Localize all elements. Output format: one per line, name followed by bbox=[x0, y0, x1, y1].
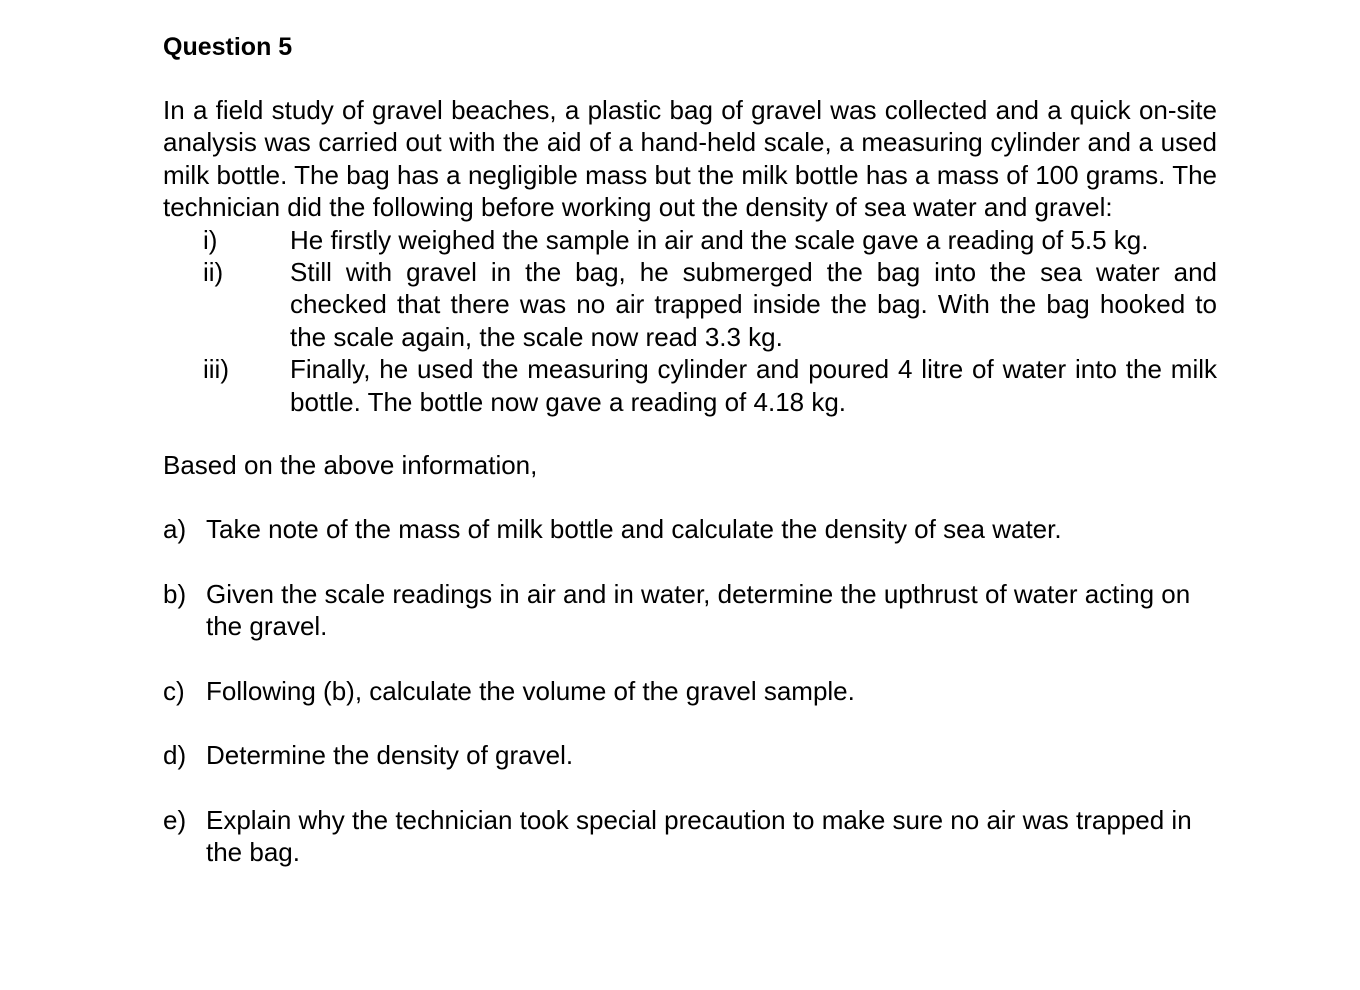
question-part-a bbox=[163, 513, 1217, 545]
question-part-c bbox=[163, 675, 1217, 707]
part-letter: e) bbox=[163, 804, 187, 835]
part-letter: c) bbox=[163, 675, 185, 706]
step-number: iii) bbox=[203, 354, 229, 385]
procedure-step bbox=[163, 353, 1217, 418]
step-number: ii) bbox=[203, 257, 224, 288]
part-text: Given the scale readings in air and in water, determine the upthrust of water acting on the gravel. bbox=[206, 578, 1191, 642]
based-on-text: Based on the above information, bbox=[163, 450, 538, 481]
procedure-step bbox=[163, 256, 1217, 353]
question-part-d bbox=[163, 739, 1217, 771]
step-text: He firstly weighed the sample in air and the scale gave a reading of 5.5 kg. bbox=[290, 224, 1149, 255]
question-part-b bbox=[163, 578, 1217, 643]
part-text: Explain why the technician took special precaution to make sure no air was trapped in the bag. bbox=[206, 804, 1192, 867]
step-number: i) bbox=[203, 224, 218, 255]
part-text: Take note of the mass of milk bottle and calculate the density of sea water. bbox=[206, 514, 1062, 545]
question-part-e bbox=[163, 804, 1217, 869]
part-letter: b) bbox=[163, 578, 187, 609]
question-parts bbox=[163, 513, 1217, 868]
procedure-steps bbox=[163, 224, 1217, 418]
part-letter: d) bbox=[163, 740, 187, 771]
question-title: Question 5 bbox=[163, 33, 293, 61]
step-text: Still with gravel in the bag, he submerged the bag into the sea water and checked that there was no air trapped inside the bag. With the bag hooked to the scale again, the scale now read 3.3 kg. bbox=[290, 257, 1217, 352]
part-text: Determine the density of gravel. bbox=[206, 740, 574, 771]
question-intro: In a field study of gravel beaches, a plastic bag of gravel was collected and a quick on-site analysis was carried out with the aid of a hand-held scale, a measuring cylinder and a used milk bottle. The bag has a negligible mass but the milk bottle has a mass of 100 grams. The technician did the following before working out the density of sea water and gravel: bbox=[163, 95, 1217, 223]
part-letter: a) bbox=[163, 514, 187, 545]
part-text: Following (b), calculate the volume of the gravel sample. bbox=[206, 675, 855, 706]
procedure-step bbox=[163, 224, 1217, 256]
step-text: Finally, he used the measuring cylinder and poured 4 litre of water into the milk bottle. The bottle now gave a reading of 4.18 kg. bbox=[290, 354, 1217, 417]
question-document bbox=[163, 30, 1217, 868]
